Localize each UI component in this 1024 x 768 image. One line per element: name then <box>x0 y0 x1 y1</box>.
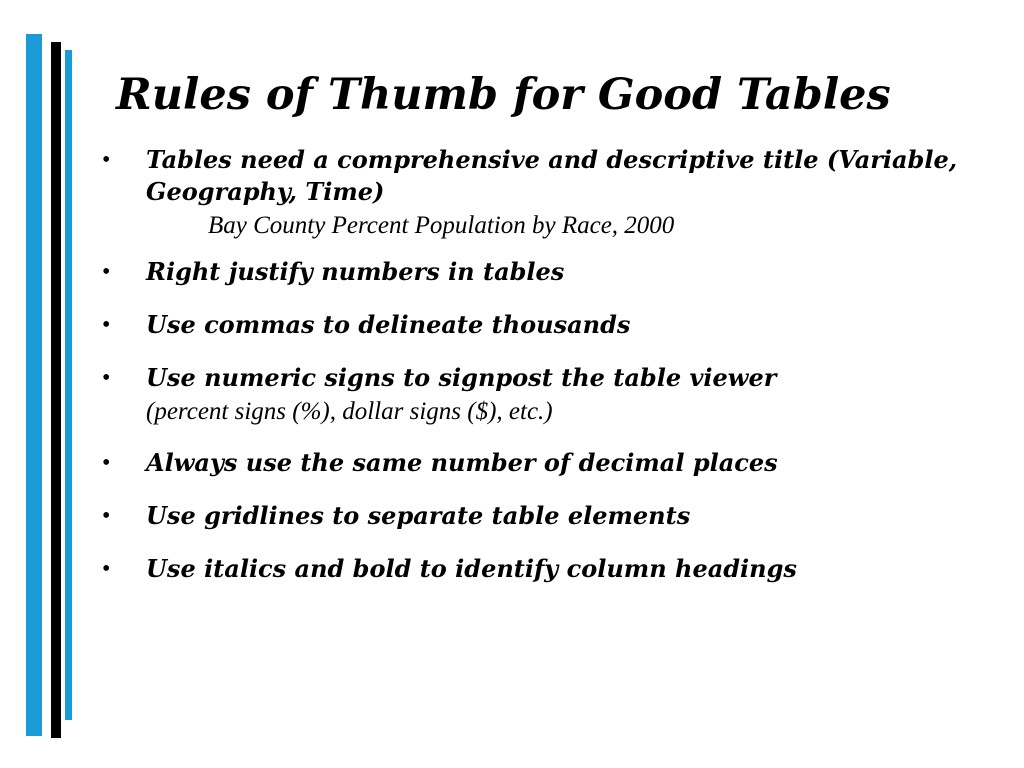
bullet-text: Use numeric signs to signpost the table viewer <box>146 363 777 392</box>
bullet-subtext: Bay County Percent Population by Race, 2000 <box>208 212 675 239</box>
bullet-item <box>102 500 982 532</box>
bullet-dot-icon: • <box>102 259 111 285</box>
bullet-item <box>102 447 982 479</box>
bullet-item <box>102 309 982 341</box>
accent-bar-blue-wide <box>26 34 42 736</box>
bullet-item <box>102 144 982 244</box>
bullet-text: Right justify numbers in tables <box>146 257 565 286</box>
bullet-item <box>102 256 982 288</box>
bullet-dot-icon: • <box>102 365 111 391</box>
bullet-text: Tables need a comprehensive and descriptive title (Variable, Geography, Time) <box>146 145 958 206</box>
bullet-dot-icon: • <box>102 503 111 529</box>
bullet-text: Always use the same number of decimal places <box>146 448 778 477</box>
slide-title: Rules of Thumb for Good Tables <box>116 70 891 120</box>
bullet-text: Use gridlines to separate table elements <box>146 501 691 530</box>
bullet-text: Use commas to delineate thousands <box>146 310 631 339</box>
bullet-subtext: (percent signs (%), dollar signs ($), etc.) <box>146 398 553 425</box>
bullet-item <box>102 362 982 430</box>
bullet-item <box>102 553 982 585</box>
bullet-dot-icon: • <box>102 147 111 173</box>
bullet-dot-icon: • <box>102 312 111 338</box>
accent-bar-black <box>51 42 61 738</box>
bullet-text: Use italics and bold to identify column headings <box>146 554 797 583</box>
bullet-list <box>102 144 982 602</box>
bullet-dot-icon: • <box>102 556 111 582</box>
accent-bar-blue-thin <box>65 50 72 720</box>
bullet-dot-icon: • <box>102 450 111 476</box>
